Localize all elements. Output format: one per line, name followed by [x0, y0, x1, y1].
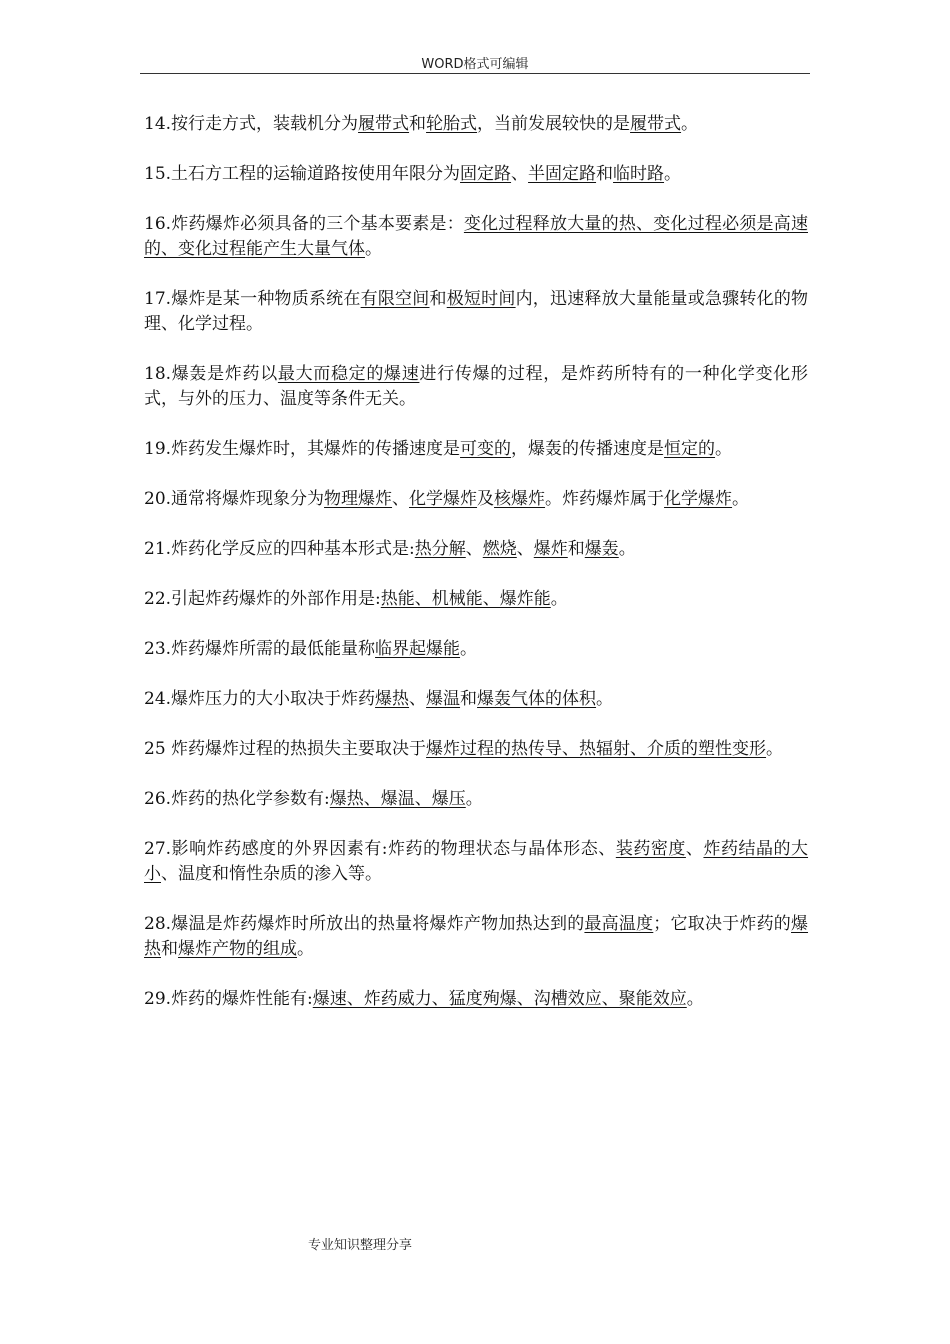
- underlined-answer: 恒定的: [664, 439, 716, 459]
- item-text: 。: [297, 939, 314, 959]
- underlined-answer: 爆炸产物的组成: [178, 939, 297, 959]
- underlined-answer: 轮胎式: [426, 114, 478, 134]
- underlined-answer: 爆轰气体的体积: [477, 689, 597, 709]
- underlined-answer: 热能、机械能、爆炸能: [380, 589, 551, 609]
- underlined-answer: 半固定路: [528, 164, 597, 184]
- item-text: 。: [766, 739, 784, 759]
- item-text: 20.通常将爆炸现象分为: [144, 489, 325, 509]
- list-item: [144, 362, 808, 412]
- item-text: 21.炸药化学反应的四种基本形式是:: [144, 539, 415, 559]
- item-text: 23.炸药爆炸所需的最低能量称: [144, 639, 376, 659]
- item-text: 。: [465, 789, 483, 809]
- item-text: 25 炸药爆炸过程的热损失主要取决于: [144, 739, 427, 759]
- item-text: 。: [681, 114, 699, 134]
- item-text: 14.按行走方式，装载机分为: [144, 114, 359, 134]
- item-text: 、温度和惰性杂质的渗入等。: [161, 864, 382, 884]
- item-text: 内，迅速释放大量能量或急骤转化的物理、化学过程。: [144, 289, 809, 334]
- list-item: [144, 637, 808, 662]
- list-item: [144, 112, 808, 137]
- underlined-answer: 最大而稳定的爆速: [277, 364, 420, 384]
- list-item: [144, 287, 808, 337]
- item-text: 、: [685, 839, 704, 859]
- item-text: 、: [465, 539, 483, 559]
- underlined-answer: 爆速、炸药威力、猛度殉爆、沟槽效应、聚能效应: [312, 989, 687, 1009]
- item-text: 。: [664, 164, 682, 184]
- underlined-answer: 核爆炸: [494, 489, 546, 509]
- list-item: [144, 587, 808, 612]
- item-text: 。: [715, 439, 733, 459]
- underlined-answer: 极短时间: [446, 289, 516, 309]
- page-header: WORD格式可编辑: [421, 57, 529, 72]
- underlined-answer: 固定路: [460, 164, 512, 184]
- item-text: 27.影响炸药感度的外界因素有:炸药的物理状态与晶体形态、: [144, 839, 616, 859]
- item-text: 。: [460, 639, 478, 659]
- item-text: 。: [550, 589, 568, 609]
- underlined-answer: 最高温度: [584, 914, 654, 934]
- item-text: 17.爆炸是某一种物质系统在: [144, 289, 361, 309]
- item-text: ；它取决于炸药的: [653, 914, 792, 934]
- underlined-answer: 炸药结晶的大小: [144, 839, 809, 884]
- item-text: 和: [409, 114, 427, 134]
- list-item: [144, 837, 808, 887]
- list-item: [144, 987, 808, 1012]
- underlined-answer: 爆炸: [533, 539, 568, 559]
- list-item: [144, 212, 808, 262]
- underlined-answer: 爆热: [375, 689, 410, 709]
- item-text: 18.爆轰是炸药以: [144, 364, 278, 384]
- list-item: [144, 737, 808, 762]
- item-text: 24.爆炸压力的大小取决于炸药: [144, 689, 376, 709]
- item-text: 及: [477, 489, 495, 509]
- page-footer: 专业知识整理分享: [307, 1238, 412, 1253]
- item-text: 、: [392, 489, 410, 509]
- underlined-answer: 热分解: [414, 539, 466, 559]
- item-text: 和: [567, 539, 585, 559]
- item-text: 。: [686, 989, 704, 1009]
- underlined-answer: 爆热、爆温、爆压: [329, 789, 466, 809]
- item-text: 19.炸药发生爆炸时，其爆炸的传播速度是: [144, 439, 461, 459]
- underlined-answer: 履带式: [630, 114, 682, 134]
- underlined-answer: 物理爆炸: [324, 489, 393, 509]
- underlined-answer: 化学爆炸: [409, 489, 478, 509]
- list-item: [144, 912, 808, 962]
- document-body: [144, 112, 808, 1037]
- item-text: 和: [429, 289, 447, 309]
- item-text: 、: [409, 689, 427, 709]
- item-text: 。: [596, 689, 614, 709]
- item-text: ，当前发展较快的是: [477, 114, 631, 134]
- item-text: 。炸药爆炸属于: [545, 489, 665, 509]
- list-item: [144, 487, 808, 512]
- underlined-answer: 可变的: [460, 439, 512, 459]
- underlined-answer: 燃烧: [482, 539, 517, 559]
- underlined-answer: 爆温: [426, 689, 461, 709]
- item-text: 和: [596, 164, 614, 184]
- underlined-answer: 化学爆炸: [664, 489, 733, 509]
- item-text: ，爆轰的传播速度是: [511, 439, 665, 459]
- underlined-answer: 爆热: [144, 914, 809, 959]
- item-text: 22.引起炸药爆炸的外部作用是:: [144, 589, 381, 609]
- list-item: [144, 687, 808, 712]
- underlined-answer: 变化过程释放大量的热、变化过程必须是高速的、变化过程能产生大量气体: [144, 214, 808, 259]
- underlined-answer: 有限空间: [360, 289, 430, 309]
- item-text: 15.土石方工程的运输道路按使用年限分为: [144, 164, 461, 184]
- underlined-answer: 爆轰: [584, 539, 619, 559]
- item-text: 26.炸药的热化学参数有:: [144, 789, 330, 809]
- underlined-answer: 履带式: [358, 114, 410, 134]
- item-text: 进行传爆的过程，是炸药所特有的一种化学变化形式，与外的压力、温度等条件无关。: [144, 364, 808, 409]
- item-text: 和: [460, 689, 478, 709]
- item-text: 29.炸药的爆炸性能有:: [144, 989, 313, 1009]
- underlined-answer: 装药密度: [615, 839, 686, 859]
- underlined-answer: 临时路: [613, 164, 665, 184]
- header-divider: [140, 73, 810, 74]
- underlined-answer: 临界起爆能: [375, 639, 461, 659]
- list-item: [144, 537, 808, 562]
- item-text: 。: [365, 239, 382, 259]
- list-item: [144, 162, 808, 187]
- list-item: [144, 437, 808, 462]
- item-text: 、: [511, 164, 529, 184]
- item-text: 28.爆温是炸药爆炸时所放出的热量将爆炸产物加热达到的: [144, 914, 585, 934]
- item-text: 。: [732, 489, 750, 509]
- underlined-answer: 爆炸过程的热传导、热辐射、介质的塑性变形: [426, 739, 767, 759]
- item-text: 和: [161, 939, 178, 959]
- list-item: [144, 787, 808, 812]
- item-text: 、: [516, 539, 534, 559]
- item-text: 16.炸药爆炸必须具备的三个基本要素是：: [144, 214, 464, 234]
- item-text: 。: [618, 539, 636, 559]
